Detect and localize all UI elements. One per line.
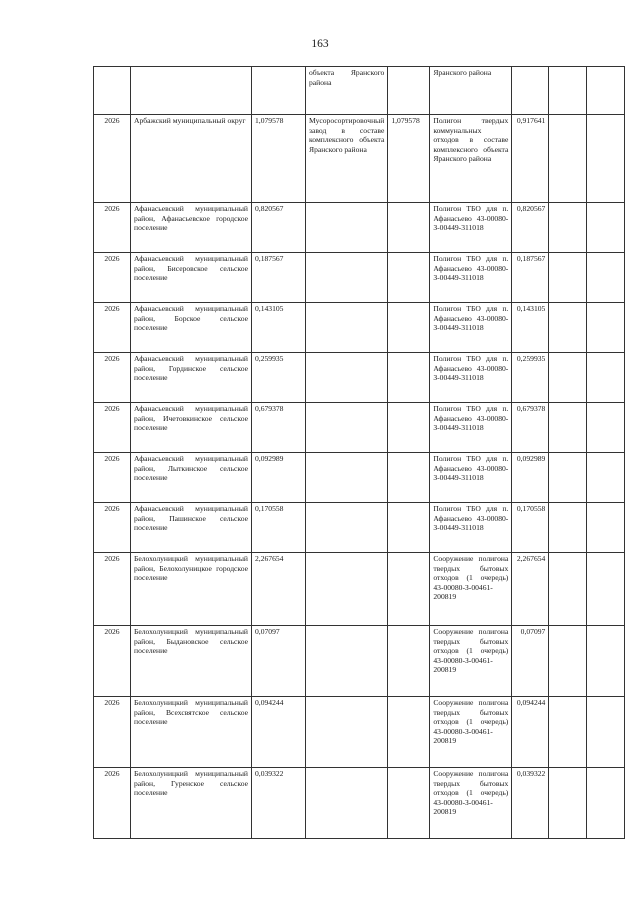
processing-facility-cell [306,768,388,839]
disposal-object-cell: Полигон ТБО для п. Афанасьево 43-00080-З-00449-311018 [430,303,512,353]
table-row [94,353,625,403]
processing-facility-cell [306,403,388,453]
table-row [94,253,625,303]
empty-cell [549,203,587,253]
empty-cell [587,768,625,839]
disposal-mass-cell: 0,07097 [512,626,549,697]
empty-cell [587,303,625,353]
disposal-mass-cell: 0,092989 [512,453,549,503]
disposal-object-cell: Полигон ТБО для п. Афанасьево 43-00080-З-00449-311018 [430,203,512,253]
table-row [94,768,625,839]
year-cell: 2026 [94,768,131,839]
year-cell: 2026 [94,303,131,353]
processing-mass-cell [388,697,430,768]
processing-mass-cell [388,253,430,303]
disposal-object-cell: Яранского района [430,67,512,115]
waste-mass-cell: 0,094244 [252,697,306,768]
disposal-object-cell: Полигон ТБО для п. Афанасьево 43-00080-З-00449-311018 [430,403,512,453]
processing-mass-cell [388,353,430,403]
disposal-object-cell: Сооружение полигона твердых бытовых отходов (1 очередь) 43-00080-З-00461-200819 [430,553,512,626]
territory-cell: Афанасьевский муниципальный район, Афанасьевское городское поселение [131,203,252,253]
empty-cell [587,453,625,503]
year-cell: 2026 [94,453,131,503]
processing-facility-cell [306,303,388,353]
waste-mass-cell: 2,267654 [252,553,306,626]
empty-cell [587,253,625,303]
waste-flow-table [93,66,625,839]
empty-cell [549,453,587,503]
waste-mass-cell: 1,079578 [252,115,306,203]
processing-mass-cell [388,553,430,626]
empty-cell [549,67,587,115]
disposal-object-cell: Сооружение полигона твердых бытовых отходов (1 очередь) 43-00080-З-00461-200819 [430,626,512,697]
year-cell: 2026 [94,353,131,403]
empty-cell [549,303,587,353]
empty-cell [587,403,625,453]
table-row [94,403,625,453]
empty-cell [549,697,587,768]
processing-mass-cell [388,626,430,697]
disposal-object-cell: Сооружение полигона твердых бытовых отходов (1 очередь) 43-00080-З-00461-200819 [430,697,512,768]
territory-cell: Белохолуницкий муниципальный район, Гуренское сельское поселение [131,768,252,839]
processing-facility-cell: объекта Яранского района [306,67,388,115]
processing-mass-cell [388,67,430,115]
processing-facility-cell [306,453,388,503]
empty-cell [587,115,625,203]
disposal-object-cell: Полигон ТБО для п. Афанасьево 43-00080-З-00449-311018 [430,253,512,303]
territory-cell [131,67,252,115]
disposal-object-cell: Полигон ТБО для п. Афанасьево 43-00080-З-00449-311018 [430,503,512,553]
year-cell: 2026 [94,553,131,626]
territory-cell: Афанасьевский муниципальный район, Пашинское сельское поселение [131,503,252,553]
territory-cell: Афанасьевский муниципальный район, Борское сельское поселение [131,303,252,353]
processing-facility-cell: Мусоросортировочный завод в составе комплексного объекта Яранского района [306,115,388,203]
waste-mass-cell: 0,039322 [252,768,306,839]
territory-cell: Афанасьевский муниципальный район, Бисеровское сельское поселение [131,253,252,303]
disposal-mass-cell: 0,679378 [512,403,549,453]
territory-cell: Афанасьевский муниципальный район, Ичетовкинское сельское поселение [131,403,252,453]
processing-mass-cell [388,203,430,253]
year-cell: 2026 [94,253,131,303]
table-row [94,203,625,253]
disposal-mass-cell: 0,143105 [512,303,549,353]
disposal-mass-cell: 0,187567 [512,253,549,303]
territory-cell: Белохолуницкий муниципальный район, Белохолуницкое городское поселение [131,553,252,626]
processing-facility-cell [306,353,388,403]
processing-mass-cell [388,503,430,553]
processing-mass-cell [388,453,430,503]
waste-mass-cell: 0,092989 [252,453,306,503]
waste-mass-cell: 0,259935 [252,353,306,403]
empty-cell [587,503,625,553]
empty-cell [549,553,587,626]
disposal-mass-cell: 0,259935 [512,353,549,403]
table-row [94,697,625,768]
empty-cell [587,353,625,403]
disposal-mass-cell: 0,820567 [512,203,549,253]
empty-cell [549,353,587,403]
waste-mass-cell [252,67,306,115]
disposal-object-cell: Полигон ТБО для п. Афанасьево 43-00080-З-00449-311018 [430,453,512,503]
empty-cell [549,503,587,553]
empty-cell [587,553,625,626]
processing-mass-cell: 1,079578 [388,115,430,203]
year-cell: 2026 [94,626,131,697]
waste-mass-cell: 0,187567 [252,253,306,303]
empty-cell [549,626,587,697]
processing-facility-cell [306,503,388,553]
year-cell: 2026 [94,503,131,553]
empty-cell [549,768,587,839]
territory-cell: Белохолуницкий муниципальный район, Всехсвятское сельское поселение [131,697,252,768]
empty-cell [587,697,625,768]
table-row [94,115,625,203]
empty-cell [587,203,625,253]
table-row [94,67,625,115]
disposal-mass-cell: 0,039322 [512,768,549,839]
disposal-object-cell: Полигон твердых коммунальных отходов в составе комплексного объекта Яранского района [430,115,512,203]
empty-cell [549,115,587,203]
waste-mass-cell: 0,07097 [252,626,306,697]
processing-facility-cell [306,626,388,697]
processing-facility-cell [306,203,388,253]
processing-facility-cell [306,553,388,626]
processing-mass-cell [388,768,430,839]
territory-cell: Афанасьевский муниципальный район, Гординское сельское поселение [131,353,252,403]
disposal-mass-cell: 2,267654 [512,553,549,626]
waste-mass-cell: 0,820567 [252,203,306,253]
waste-mass-cell: 0,143105 [252,303,306,353]
territory-cell: Арбажский муниципальный округ [131,115,252,203]
processing-facility-cell [306,697,388,768]
processing-facility-cell [306,253,388,303]
empty-cell [549,253,587,303]
table-row [94,503,625,553]
table-row [94,626,625,697]
empty-cell [587,626,625,697]
waste-mass-cell: 0,679378 [252,403,306,453]
disposal-object-cell: Полигон ТБО для п. Афанасьево 43-00080-З-00449-311018 [430,353,512,403]
table-row [94,303,625,353]
disposal-mass-cell: 0,917641 [512,115,549,203]
territory-cell: Афанасьевский муниципальный район, Лыткинское сельское поселение [131,453,252,503]
year-cell [94,67,131,115]
year-cell: 2026 [94,403,131,453]
page-number: 163 [311,38,329,50]
processing-mass-cell [388,403,430,453]
table-row [94,453,625,503]
year-cell: 2026 [94,697,131,768]
empty-cell [549,403,587,453]
territory-cell: Белохолуницкий муниципальный район, Быдановское сельское поселение [131,626,252,697]
year-cell: 2026 [94,115,131,203]
empty-cell [587,67,625,115]
disposal-object-cell: Сооружение полигона твердых бытовых отходов (1 очередь) 43-00080-З-00461-200819 [430,768,512,839]
processing-mass-cell [388,303,430,353]
disposal-mass-cell [512,67,549,115]
table-row [94,553,625,626]
waste-mass-cell: 0,170558 [252,503,306,553]
year-cell: 2026 [94,203,131,253]
disposal-mass-cell: 0,170558 [512,503,549,553]
disposal-mass-cell: 0,094244 [512,697,549,768]
